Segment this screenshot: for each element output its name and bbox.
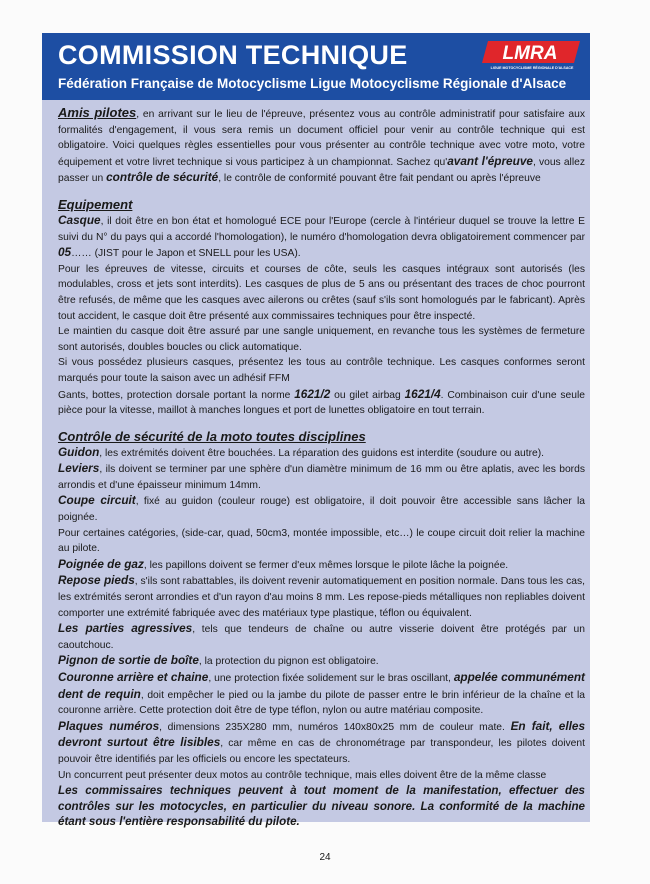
poignee-item: Poignée de gaz, les papillons doivent se fermer d'eux mêmes lorsque le pilote lâche la poignée. [58, 556, 509, 571]
content-box [42, 100, 590, 829]
logo-text: LMRA [502, 43, 558, 64]
page-title: COMMISSION TECHNIQUE [58, 40, 408, 70]
section-title-equipement: Equipement [58, 196, 133, 212]
guidon-item: Guidon, les extrémités doivent être bouchées. La réparation des guidons est interdite (soudure ou autre). [58, 444, 545, 459]
page-number: 24 [319, 852, 331, 863]
parties-agressives-item: Les parties agressives, tels que tendeurs de chaîne ou autre visserie doivent être protégés par un caoutchouc. [58, 621, 585, 651]
repose-pieds-item: Repose pieds, s'ils sont rabattables, ils doivent revenir automatiquement en position normale. Dans tous les cas, les extrémités seront arrondies et d'un rayon d'au moins 8 mm. Les repose-pieds métalliques non repliables doivent comporter une extrémité fabriquée avec des matériaux type plastique, téflon ou équivalent. [58, 573, 586, 619]
equipement-paragraph-casques: Si vous possédez plusieurs casques, présentez les tous au contrôle technique. Les casques conformes seront marqués pour toute la saison avec un adhésif FFM [58, 357, 585, 384]
concurrent-note: Un concurrent peut présenter deux motos au contrôle technique, mais elles doivent être de la même classe [58, 769, 547, 781]
pignon-item: Pignon de sortie de boîte, la protection du pignon est obligatoire. [58, 653, 379, 668]
header-banner [42, 33, 590, 100]
equipement-paragraph-vitesse: Pour les épreuves de vitesse, circuits et courses de côte, seuls les casques intégraux sont autorisés (les modulables, cross et jets sont interdits). Les casques de plus de 5 ans ou présentant des traces de choc pourront être refusés, de même que les casques avec ailerons ou crêtes (sauf s'ils sont homologués par le fabricant). Après tout accident, le casque doit être présenté aux commissaires techniques pour être inspecté. [58, 263, 585, 322]
page-subtitle: Fédération Française de Motocyclisme Ligue Motocyclisme Régionale d'Alsace [58, 76, 567, 91]
casque-paragraph: Casque, il doit être en bon état et homologué ECE pour l'Europe (cercle à l'intérieur duquel se trouve la lettre E suivi du N° du pays qui a accordé l'homologation), le numéro d'homologation devra obligatoirement commencer par 05…… (JIST pour le Japon et SNELL pour les USA). [58, 212, 585, 260]
coupe-circuit-item: Coupe circuit, fixé au guidon (couleur rouge) est obligatoire, il doit pouvoir être accessible sans lâcher la poignée. [58, 493, 585, 524]
final-statement: Les commissaires techniques peuvent à tout moment de la manifestation, effectuer des contrôles sur les motocycles, en particulier du niveau sonore. La conformité de la machine étant sous l'entière responsabilité du pilote. [58, 784, 585, 829]
leviers-item: Leviers, ils doivent se terminer par une sphère d'un diamètre minimum de 16 mm ou être aplatis, avec les bords arrondis et d'une épaisseur minimum 14mm. [58, 461, 585, 491]
equipement-paragraph-sangle: Le maintien du casque doit être assuré par une sangle uniquement, en revanche tous les systèmes de fermeture sont autorisés, doubles boucles ou click automatique. [58, 326, 585, 353]
plaques-item: Plaques numéros, dimensions 235X280 mm, numéros 140x80x25 mm de couleur mate. En fait, elles devront surtout être lisibles, car même en cas de chronométrage par transpondeur, les pilotes doivent pouvoir être identifiés par les officiels ou encore les spectateurs. [58, 718, 586, 765]
section-title-controle: Contrôle de sécurité de la moto toutes disciplines [58, 428, 366, 444]
logo-tagline: LIGUE MOTOCYCLISME RÉGIONALE D'ALSACE [490, 66, 574, 70]
intro-paragraph: Amis pilotes, en arrivant sur le lieu de l'épreuve, présentez vous au contrôle administratif pour satisfaire aux formalités d'engagement, il vous sera remis un document officiel pour venir au contrôle technique qui est obligatoire. Voici quelques règles essentielles pour vous présenter au contrôle technique avec votre moto, votre équipement et votre livret technique si vous participez à un championnat. Sachez qu'avant l'épreuve, vous allez passer un contrôle de sécurité, le contrôle de conformité pouvant être fait pendant ou après l'épreuve [58, 105, 586, 185]
lmra-logo [476, 39, 584, 71]
coupe-circuit-note: Pour certaines catégories, (side-car, quad, 50cm3, montée impossible, etc…) le coupe circuit doit relier la machine au pilote. [58, 527, 585, 555]
equipement-paragraph-gants: Gants, bottes, protection dorsale portant la norme 1621/2 ou gilet airbag 1621/4. Combinaison cuir d'une seule pièce pour la vitesse, maillot à manches longues et port de lunettes obligatoire en tout terrain. [58, 386, 585, 417]
lmra-logo-graphic [476, 39, 584, 71]
intro-title: Amis pilotes [58, 105, 137, 120]
couronne-item: Couronne arrière et chaine, une protection fixée solidement sur le bras oscillant, appelée communément dent de requin, doit empêcher le pied ou la jambe du pilote de passer entre le brin inférieur de la chaîne et la couronne arrière. Cette protection doit être de type téflon, nylon ou autre matériau composite. [58, 670, 585, 717]
